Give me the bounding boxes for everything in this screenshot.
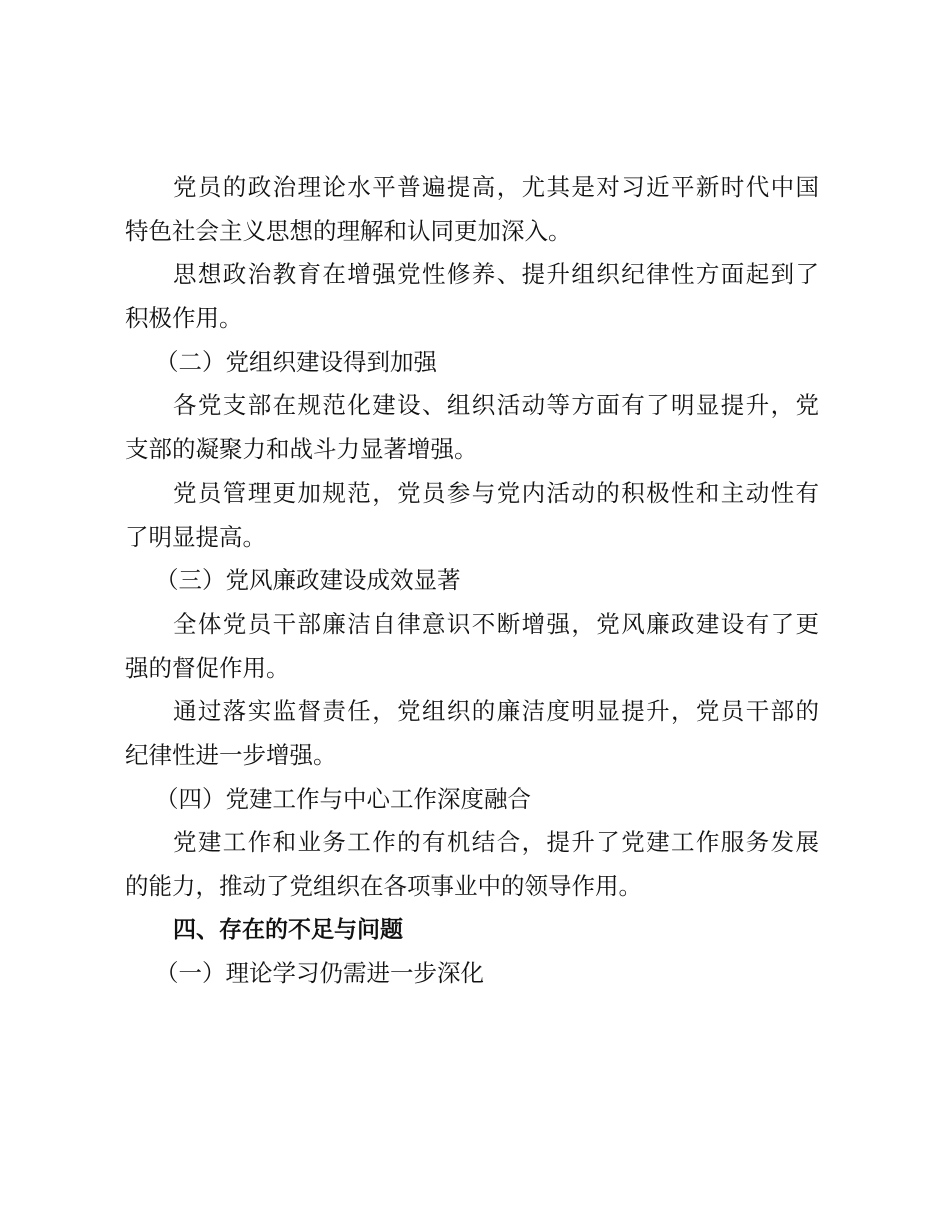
text-line: 了明显提高。 [125, 522, 266, 551]
text-line: 支部的凝聚力和战斗力显著增强。 [125, 435, 478, 464]
text-line: （三）党风廉政建设成效显著 [155, 566, 461, 595]
subsection-heading [125, 778, 819, 822]
subsection-heading [125, 341, 819, 385]
subsection-heading [125, 952, 819, 996]
text-line: 党建工作和业务工作的有机结合，提升了党建工作服务发展 [173, 828, 819, 857]
text-line: 通过落实监督责任，党组织的廉洁度明显提升，党员干部的 [173, 697, 819, 726]
text-line: 积极作用。 [125, 304, 243, 333]
body-paragraph [125, 166, 819, 253]
text-line: 四、存在的不足与问题 [173, 916, 403, 943]
body-paragraph [125, 253, 819, 340]
text-line: 的能力，推动了党组织在各项事业中的领导作用。 [125, 872, 642, 900]
text-line: 党员管理更加规范，党员参与党内活动的积极性和主动性有 [173, 478, 819, 507]
body-paragraph [125, 690, 819, 777]
text-line: （四）党建工作与中心工作深度融合 [155, 784, 531, 813]
text-line: 党员的政治理论水平普遍提高，尤其是对习近平新时代中国 [173, 173, 819, 201]
text-line: 各党支部在规范化建设、组织活动等方面有了明显提升，党 [173, 391, 819, 420]
text-line: 全体党员干部廉洁自律意识不断增强，党风廉政建设有了更 [173, 609, 819, 638]
body-paragraph [125, 472, 819, 559]
section-heading [125, 909, 819, 953]
text-line: 思想政治教育在增强党性修养、提升组织纪律性方面起到了 [173, 260, 819, 289]
text-line: （一）理论学习仍需进一步深化 [155, 959, 484, 988]
body-paragraph [125, 384, 819, 471]
document-page [125, 166, 819, 996]
subsection-heading [125, 559, 819, 603]
body-paragraph [125, 603, 819, 690]
text-line: 纪律性进一步增强。 [125, 740, 337, 769]
text-line: 强的督促作用。 [125, 653, 290, 682]
text-line: （二）党组织建设得到加强 [155, 347, 437, 376]
body-paragraph [125, 821, 819, 908]
text-line: 特色社会主义思想的理解和认同更加深入。 [125, 216, 572, 245]
